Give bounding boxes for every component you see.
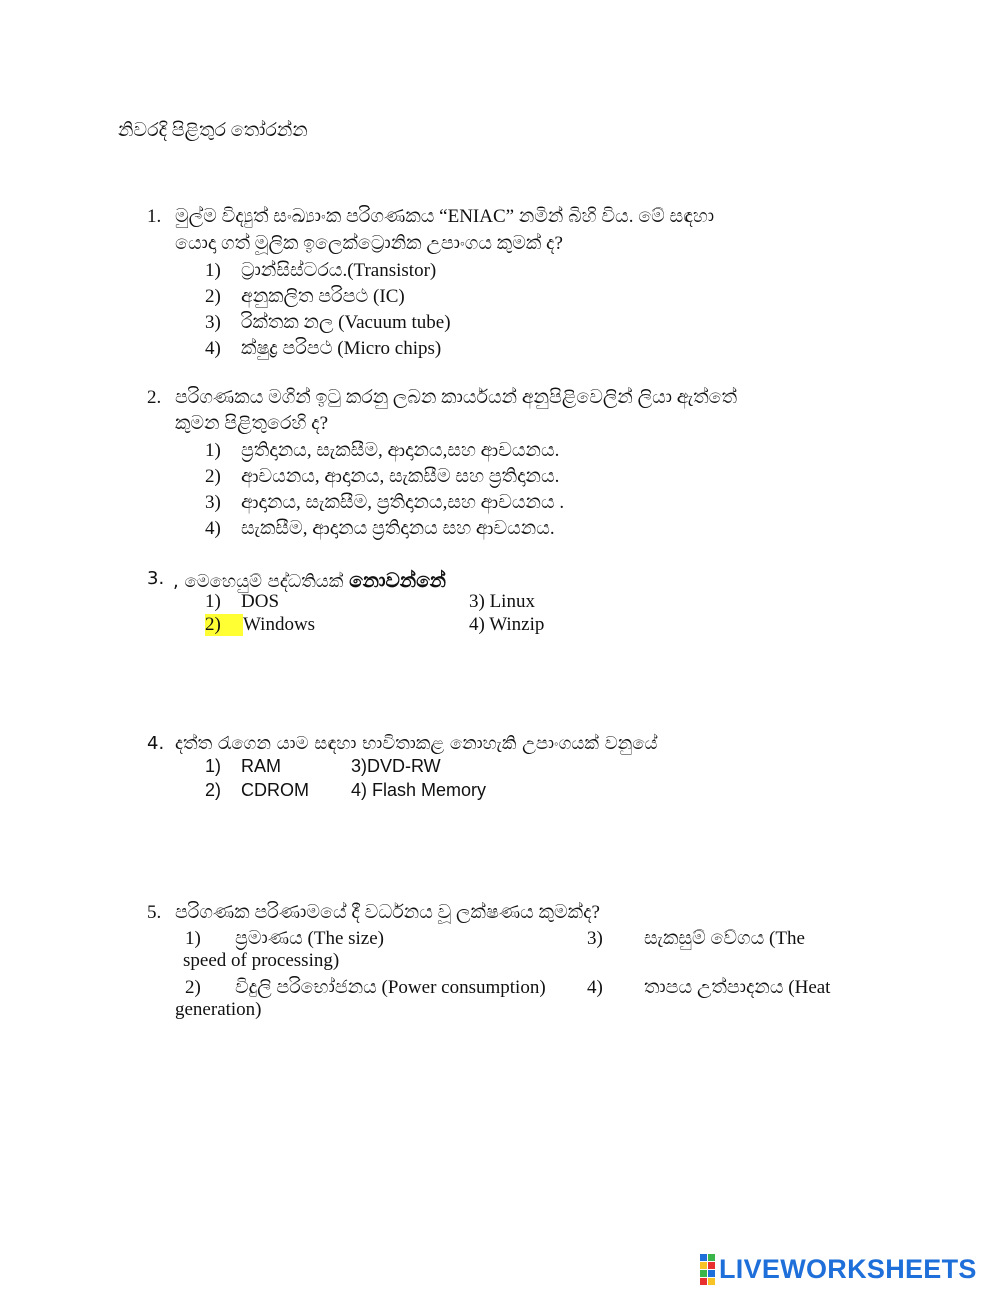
option-text: 4) Winzip — [469, 614, 545, 635]
question-prefix: , මෙහෙයුම් පද්ධතියක් — [173, 571, 344, 592]
option-4[interactable] — [205, 338, 441, 360]
option-text: ප්‍රතිදානය, සැකසීම, ආදානය,සහ ආචයනය. — [241, 440, 560, 461]
question-number: 4. — [147, 733, 165, 754]
option-text: සැකසීම, ආදානය ප්‍රතිදානය සහ ආචයනය. — [241, 518, 555, 539]
option-number: 4) — [587, 977, 603, 998]
option-4[interactable] — [205, 518, 555, 540]
option-number: 1) — [205, 591, 221, 612]
option-text: රික්තක නල (Vacuum tube) — [241, 312, 451, 333]
option-text: අනුකලිත පරිපථ (IC) — [241, 286, 405, 307]
option-text: ට්‍රාන්සිස්ටරය.(Transistor) — [241, 260, 437, 281]
logo-text: LIVEWORKSHEETS — [719, 1253, 977, 1284]
option-number: 1) — [185, 928, 201, 949]
question-text: පරිගණක පරිණාමයේ දී වර්ධනය වූ ලක්ෂණය කුමක්ද? — [175, 902, 600, 923]
option-number: 4) — [205, 338, 221, 359]
option-text: සැකසුම් වේගය (The — [644, 928, 805, 949]
option-number: 1) — [205, 260, 221, 281]
option-number: 4) — [205, 518, 221, 539]
instruction-heading: නිවරදි පිළිතුර තෝරන්න — [118, 120, 308, 141]
option-2[interactable] — [205, 286, 405, 308]
option-4[interactable] — [469, 614, 544, 636]
option-number: 3) — [587, 928, 603, 949]
option-text: 4) Flash Memory — [351, 780, 487, 800]
question-text-line1: මුල්ම විද්‍යුත් සංඛ්‍යාංක පරිගණකය “ENIAC” නමින් බිහි විය. මේ සඳහා — [175, 206, 715, 227]
question-text: දත්ත රැගෙන යාම සඳහා භාවිතාකළ නොහැකි උපාංගයක් වනුයේ — [175, 733, 658, 754]
option-number: 2) — [205, 780, 222, 800]
option-text: Windows — [243, 614, 316, 635]
option-number: 2) — [205, 466, 221, 487]
option-1[interactable] — [205, 756, 281, 777]
option-4[interactable] — [351, 780, 486, 801]
option-1[interactable] — [185, 928, 384, 950]
option-number: 2) — [205, 286, 221, 307]
option-number: 3) — [205, 312, 221, 333]
option-text: DOS — [241, 591, 280, 612]
option-3-continuation: speed of processing) — [183, 950, 340, 971]
liveworksheets-logo — [700, 1254, 977, 1284]
option-4-continuation: generation) — [175, 999, 262, 1020]
option-text: CDROM — [241, 780, 309, 800]
logo-mark-icon — [700, 1254, 715, 1285]
option-2[interactable] — [185, 977, 546, 999]
option-text: 3) Linux — [469, 591, 535, 612]
option-3[interactable] — [205, 312, 451, 334]
option-2[interactable] — [205, 780, 309, 801]
option-3[interactable] — [351, 756, 441, 777]
option-1[interactable] — [205, 260, 436, 282]
option-text: ක්ෂුද්‍ර පරිපථ (Micro chips) — [241, 338, 442, 359]
question-number: 2. — [147, 387, 162, 408]
option-text: ප්‍රමාණය (The size) — [235, 928, 385, 949]
option-text: ආචයනය, ආදානය, සැකසීම සහ ප්‍රතිදානය. — [241, 466, 560, 487]
question-text-line2: යොදා ගත් මූලික ඉලෙක්ට්‍රොනික උපාංගය කුමක් ද? — [175, 233, 563, 254]
option-text: ආදානය, සැකසීම, ප්‍රතිදානය,සහ ආචයනය . — [241, 492, 565, 513]
question-number: 5. — [147, 902, 162, 923]
option-text: විදුලි පරිභෝජනය (Power consumption) — [235, 977, 546, 998]
option-text: RAM — [241, 756, 281, 776]
option-3[interactable] — [469, 591, 535, 613]
question-number: 1. — [147, 206, 162, 227]
option-3[interactable] — [587, 928, 805, 950]
option-1[interactable] — [205, 440, 559, 462]
option-number: 1) — [205, 440, 221, 461]
option-2[interactable] — [205, 466, 559, 488]
question-text-line1: පරිගණකය මගින් ඉටු කරනු ලබන කාර්යයන් අනුපිළිවෙලින් ලියා ඇත්තේ — [175, 387, 738, 408]
question-text-line2: කුමන පිළිතුරෙහි ද? — [175, 413, 329, 434]
question-emphasis: නොවන්නේ — [349, 568, 447, 592]
question-number: 3. — [147, 568, 165, 589]
option-number: 3) — [205, 492, 221, 513]
option-3[interactable] — [205, 492, 564, 514]
option-number-highlighted: 2) — [205, 614, 243, 636]
option-4[interactable] — [587, 977, 830, 999]
option-text: 3)DVD-RW — [351, 756, 441, 776]
option-2-selected[interactable] — [205, 614, 315, 636]
option-text: තාපය උත්පාදනය (Heat — [644, 977, 831, 998]
option-number: 2) — [185, 977, 201, 998]
option-1[interactable] — [205, 591, 279, 613]
question-text — [173, 568, 446, 592]
option-number: 1) — [205, 756, 222, 776]
